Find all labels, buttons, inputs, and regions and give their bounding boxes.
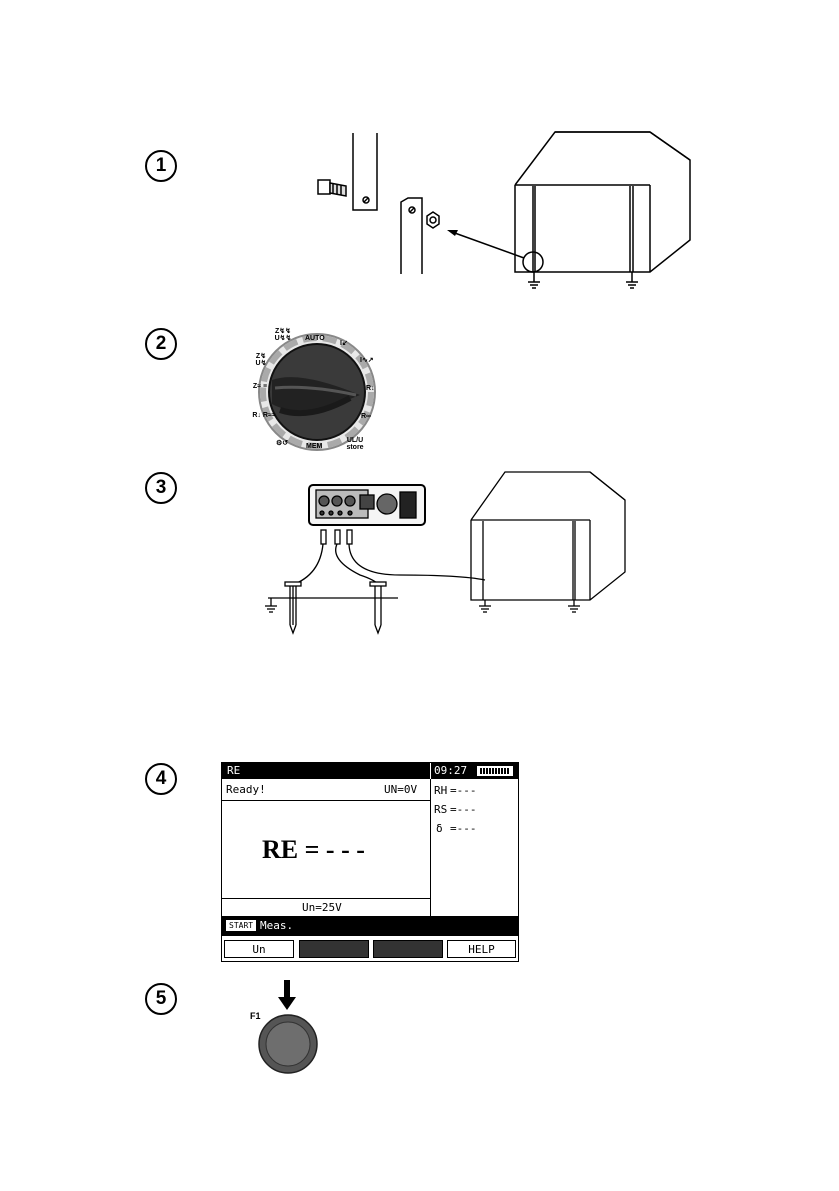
dial-label-auto: AUTO: [305, 335, 325, 342]
step-number-1: 1: [145, 150, 177, 182]
lcd-start-text: Meas.: [260, 919, 294, 932]
lcd-rh-label: RH: [434, 784, 448, 797]
dial-label-mem: MEM: [306, 443, 323, 450]
dial-label-zlpe: Z↯ U↯: [255, 353, 267, 367]
step-number-2: 2: [145, 328, 177, 360]
f1-label: F1: [250, 1011, 261, 1021]
dial-label-setup: ⚙↺: [276, 440, 289, 447]
dial-label-re: R↓: [366, 385, 375, 392]
dial-label-ll: I↙: [340, 340, 348, 347]
step-number-5: 5: [145, 983, 177, 1015]
lcd-status: Ready!: [226, 783, 266, 796]
lcd-voltage: UN=0V: [384, 783, 418, 796]
step-number-4: 4: [145, 763, 177, 795]
lcd-rs-value: =---: [450, 803, 477, 816]
lcd-time: 09:27: [434, 764, 468, 777]
dial-label-zrcd: Z↯↯ U↯↯: [274, 328, 292, 342]
down-arrow-icon: [278, 980, 296, 1010]
lcd-rs-label: RS: [434, 803, 448, 816]
lcd-delta-label: δ: [436, 822, 443, 835]
lcd-un-label: Un=25V: [302, 901, 342, 914]
start-badge: START: [226, 920, 256, 931]
lcd-delta-value: =---: [450, 822, 477, 835]
dial-label-riso: R∞: [361, 413, 372, 420]
softkey-help[interactable]: HELP: [447, 940, 516, 958]
step-number-3: 3: [145, 472, 177, 504]
dial-label-lpe: I∿↗: [360, 357, 374, 364]
dial-label-rlow: R↓ R≈≈: [252, 412, 276, 419]
dial-label-zln: Z≈ ≡: [252, 383, 268, 390]
softkey-un[interactable]: Un: [224, 940, 294, 958]
lcd-title: RE: [227, 764, 241, 777]
lcd-rh-value: =---: [450, 784, 477, 797]
lcd-main-reading: RE = - - -: [262, 835, 365, 864]
dial-label-store: UL/U store: [346, 437, 364, 451]
